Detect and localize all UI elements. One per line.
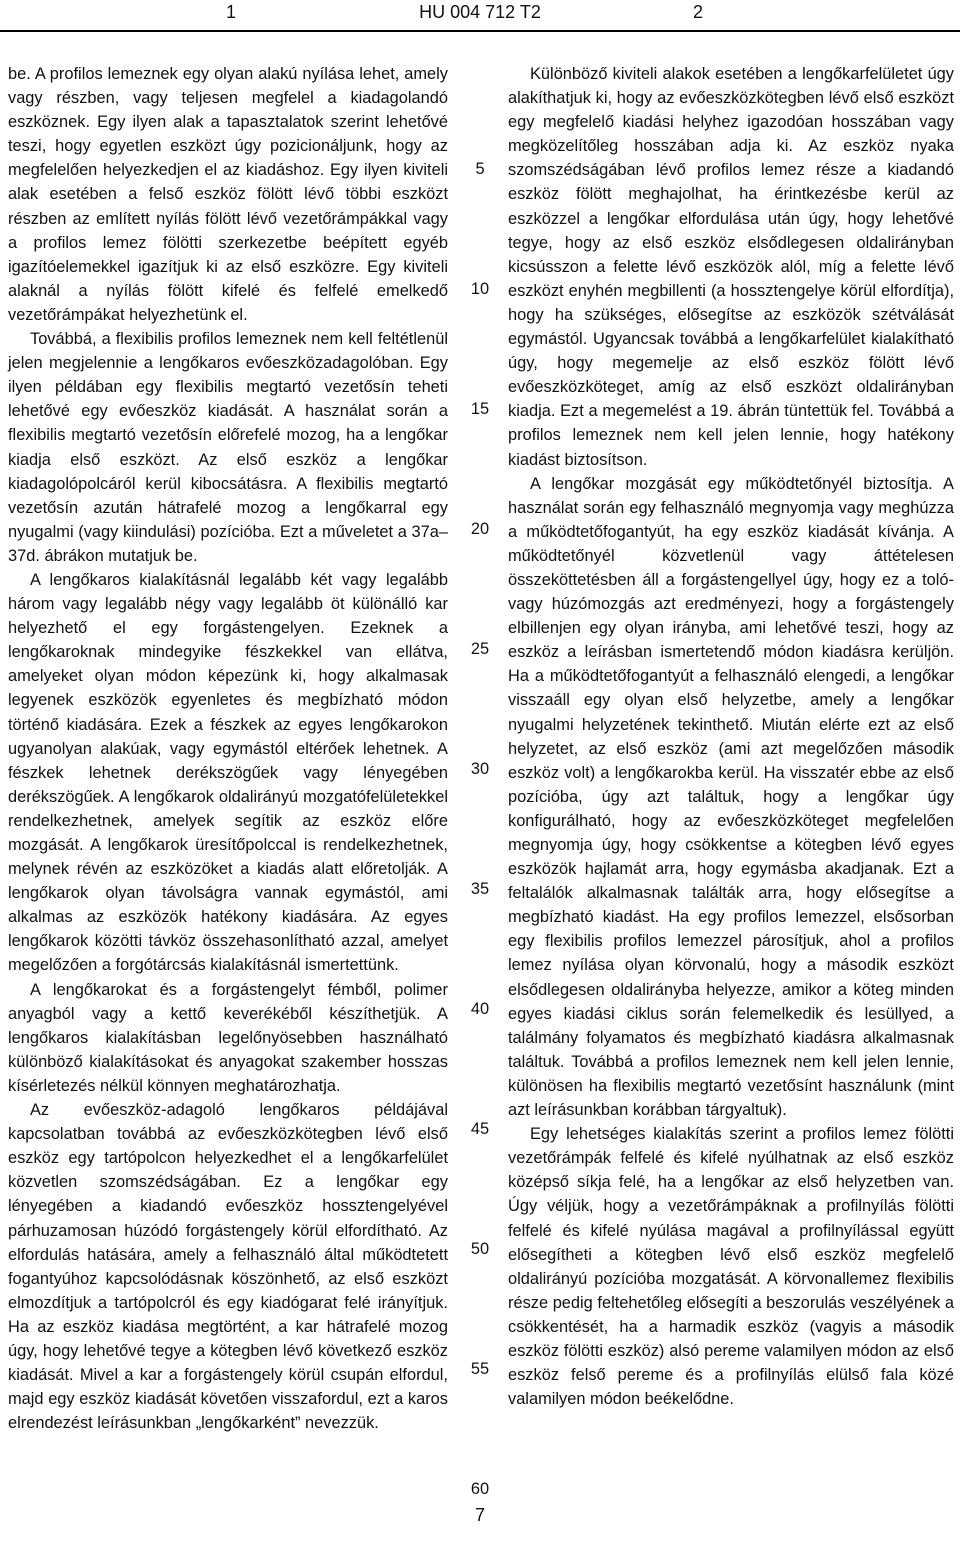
line-number: 60 bbox=[470, 1480, 490, 1498]
left-paragraph-3: A lengőkaros kialakításnál legalább két vagy legalább három vagy legalább négy vagy legalább öt különálló kar helyezhető el egy forgástengelyen. Ezeknek a lengőkaroknak mindegyike fészkekkel van ellátva, amelyeket olyan módon képezünk ki, hogy alkalmasak legyenek eszközök egyenletes és megbízható módon történő kiadására. Ezek a fészkek az egyes lengőkarokon ugyanolyan alakúak, vagy egymástól eltérőek lehetnek. A fészkek lehetnek derékszögűek vagy lényegében derékszögűek. A lengőkarok oldalirányú mozgatófelületekkel rendelkezhetnek, amelyek segítik az eszköz előre mozgását. A lengőkarok üresítőpolccal is rendelkezhetnek, melynek révén az eszközöket a kiadás alatt előretolják. A lengőkarok olyan távolságra vannak egymástól, ami alkalmas az eszközök hatékony kiadására. Az egyes lengőkarok közötti távköz összehasonlítható azzal, amelyet megelőzően a forgótárcsás kialakításnál ismertettünk. bbox=[8, 570, 448, 975]
line-number: 5 bbox=[475, 160, 485, 178]
page-header bbox=[0, 0, 960, 32]
left-paragraph-2: Továbbá, a flexibilis profilos lemeznek nem kell feltétlenül jelen megjelennie a lengőkaros evőeszközadagolóban. Egy ilyen példában egy flexibilis megtartó vezetősín teheti lehetővé egy evőeszköz kiadását. A használat során a flexibilis megtartó vezetősín előrefelé mozog, ha a lengőkar kiadja első eszközt. Az első eszköz a lengőkar kiadagolópolcáról kerül kibocsátásra. A flexibilis megtartó vezetősín azután hátrafelé mozog a lengőkarral egy nyugalmi (vagy kiindulási) pozícióba. Ezt a műveletet a 37a–37d. ábrákon mutatjuk be. bbox=[8, 330, 448, 565]
left-paragraph-1: be. A profilos lemeznek egy olyan alakú nyílása lehet, amely vagy részben, vagy teljesen megfelel a kiadagolandó eszköznek. Egy ilyen alak a tapasztalatok szerint lehetővé teszi, hogy egyetlen eszközt úgy pozicionáljunk, hogy az megfelelően helyezkedjen el az kiadáshoz. Egy ilyen kiviteli alak esetében a felső eszköz fölött lévő többi eszközt részben az említett nyílás fölött lévő vezetőrámpákkal vagy a profilos lemez fölötti szerkezetbe beépített egyéb igazítóelemekkel igazítjuk ki az első eszközre. Egy kiviteli alaknál a nyílás fölött kifelé és felfelé emelkedő vezetőrámpákat helyezhetünk el. bbox=[8, 65, 448, 324]
line-number: 50 bbox=[470, 1240, 490, 1258]
line-number: 55 bbox=[470, 1360, 490, 1378]
line-number: 10 bbox=[470, 280, 490, 298]
footer-page-number: 7 bbox=[474, 1505, 485, 1525]
line-number: 35 bbox=[470, 880, 490, 898]
left-column bbox=[8, 62, 448, 1435]
right-column bbox=[508, 62, 954, 1411]
document-id: HU 004 712 T2 bbox=[419, 2, 541, 22]
left-paragraph-5: Az evőeszköz-adagoló lengőkaros példájával kapcsolatban továbbá az evőeszközkötegben lévő első eszköz egy tartópolcon helyezkedhet el a lengőkarfelület közvetlen szomszédságában. Ez a lengőkar egy lényegében a kiadandó evőeszköz hossztengelyével párhuzamosan húzódó forgástengely körül elfordítható. Az elfordulás hatására, amely a felhasználó által működtetett fogantyúhoz kapcsolódásnak köszönhető, az első eszközt elmozdítjuk a tartópolcról és egy kiadógarat felé irányítjuk. Ha az eszköz kiadása megtörtént, a kar hátrafelé mozog úgy, hogy lehetővé tegye a kötegben lévő következő eszköz kiadását. Mivel a kar a forgástengely körül csupán elfordul, majd egy eszköz kiadását követően visszafordul, ezt a karos elrendezést leírásunkban „lengőkarként” nevezzük. bbox=[8, 1101, 448, 1433]
left-page-number: 1 bbox=[226, 2, 237, 22]
right-paragraph-1: Különböző kiviteli alakok esetében a lengőkarfelületet úgy alakíthatjuk ki, hogy az evőeszközkötegben lévő első eszközt egy megfelelő kiadási helyhez igazodóan hosszában vagy megközelítőleg hosszában adja ki. Az eszköz nyaka szomszédságában lévő profilos lemez része a kiadandó eszköz fölött meghajolhat, ha érintkezésbe kerül az eszközzel a lengőkar elfordulása után úgy, hogy lehetővé tegye, hogy az első eszköz elsődlegesen oldalirányban kicsússzon a felette lévő eszközök alól, míg a felette lévő eszközt enyhén megbillenti (a hossztengelye körül elfordítja), hogy ha szükséges, elősegítse az eszközök szétválását egymástól. Ugyancsak továbbá a lengőkarfelület kialakítható úgy, hogy megemelje az első eszköz fölött lévő evőeszközköteget, amíg az első eszközt oldalirányban kiadja. Ezt a megemelést a 19. ábrán tüntettük fel. Továbbá a profilos lemeznek nem kell jelen lennie, hogy hatékony kiadást biztosítson. bbox=[508, 65, 954, 469]
right-paragraph-3: Egy lehetséges kialakítás szerint a profilos lemez fölötti vezetőrámpák felfelé és kifelé nyúlhatnak az első eszköz középső síkja felé, ha a lengőkar az első helyzetben van. Úgy véljük, hogy a vezetőrámpáknak a profilnyílás fölötti felfelé és kifelé nyúlása magával a profilnyílással együtt elősegítheti a kötegben lévő első eszköz megfelelő oldalirányú pozícióba mozgatását. A körvonallemez flexibilis része pedig feltehetőleg elősegíti a beszorulás veszélyének a csökkentését, ha a harmadik eszköz (vagyis a második eszköz fölötti eszköz) alsó pereme valamilyen módon az első eszköz felső pereme és a profilnyílás elülső fala közé valamilyen módon beékelődne. bbox=[508, 1125, 954, 1409]
line-number: 20 bbox=[470, 520, 490, 538]
left-paragraph-4: A lengőkarokat és a forgástengelyt fémből, polimer anyagból vagy a kettő keverékéből készíthetjük. A lengőkaros kialakításban legelőnyösebben használható különböző kialakításokat és anyagokat szakember hosszas kísérletezés nélkül könnyen meghatározhatja. bbox=[8, 980, 448, 1095]
line-number: 25 bbox=[470, 640, 490, 658]
line-number: 45 bbox=[470, 1120, 490, 1138]
line-number: 40 bbox=[470, 1000, 490, 1018]
right-page-number: 2 bbox=[693, 2, 704, 22]
line-number: 15 bbox=[470, 400, 490, 418]
line-number: 30 bbox=[470, 760, 490, 778]
right-paragraph-2: A lengőkar mozgását egy működtetőnyél biztosítja. A használat során egy felhasználó megnyomja vagy meghúzza a működtetőfogantyút, ha egy eszköz kiadását kívánja. A működtetőnyél közvetlenül vagy áttételesen összeköttetésben áll a forgástengellyel úgy, hogy ez a toló- vagy húzómozgás azt eredményezi, hogy a forgástengely elbillenjen egy olyan irányba, ami lehetővé teszi, hogy az eszköz a leírásban ismertetendő módon kiadásra kerüljön. Ha a működtetőfogantyút a felhasználó elengedi, a lengőkar visszaáll egy olyan első helyzetbe, amely a lengőkar nyugalmi helyzetének tekinthető. Miután elérte ezt az első helyzetet, az első eszköz (ami azt megelőzően második eszköz volt) a lengőkarokba kerül. Ha visszatér ebbe az első pozícióba, úgy azt találtuk, hogy a lengőkar úgy konfigurálható, hogy az evőeszközköteget megfelelően megnyomja úgy, hogy csökkentse a kötegben lévő egyes eszközök hajlamát arra, hogy egymásba akadjanak. Ezt a feltalálók alkalmasnak találták arra, hogy elősegítse a megbízható kiadást. Ha egy profilos lemezzel, elsősorban egy flexibilis profilos lemezzel párosítjuk, ahol a profilos lemez nyílása olyan körvonalú, hogy a második eszközt elsődlegesen oldalirányba helyezze, amikor a köteg minden egyes kiadási ciklus során felemelkedik és lesüllyed, a találmány folyamatos és megbízható kiadásra alkalmasnak találtuk. Továbbá a profilos lemeznek nem kell jelen lennie, különösen ha flexibilis megtartó vezetősínt használunk (mint azt leírásunkban korábban tárgyaltuk). bbox=[508, 474, 954, 1120]
header-rule bbox=[0, 30, 960, 32]
